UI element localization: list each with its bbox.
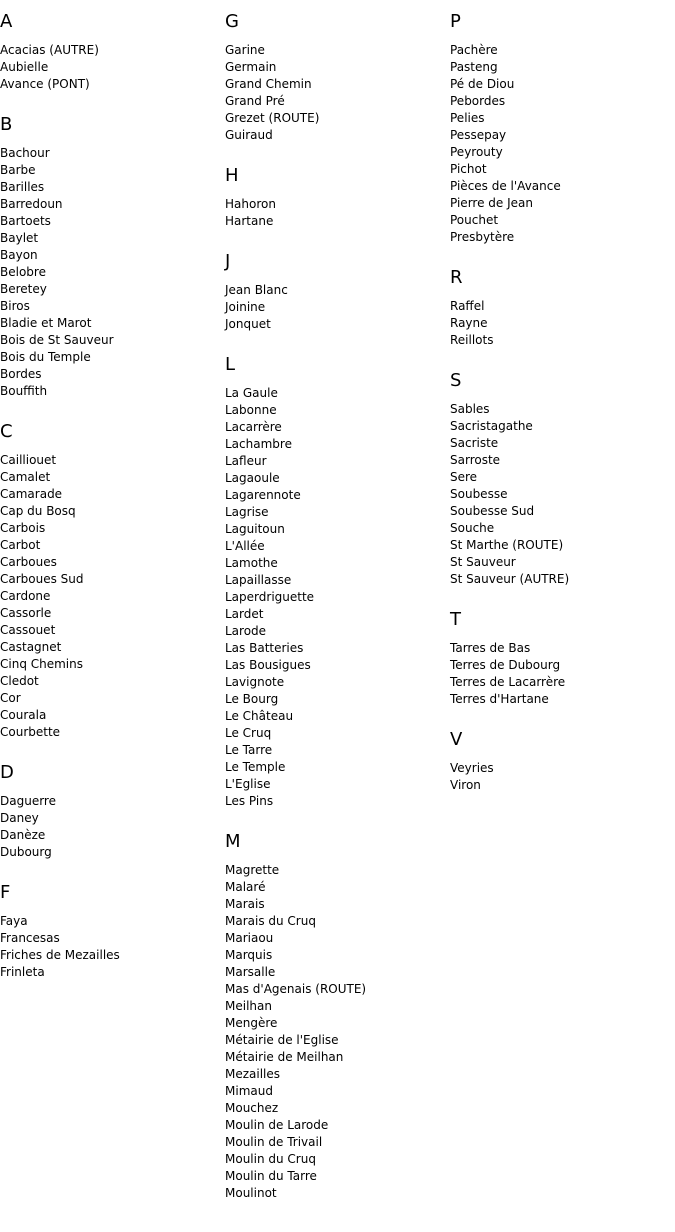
index-column-3: [450, 10, 670, 794]
letter-heading: B: [0, 114, 13, 135]
place-name-list: [450, 760, 670, 794]
place-name: Sere: [450, 470, 478, 484]
place-name: Lachambre: [225, 437, 292, 451]
place-name: Mezailles: [225, 1067, 281, 1081]
place-name: Bordes: [0, 367, 42, 381]
place-name: Cassouet: [0, 623, 56, 637]
section-spacer: [0, 861, 220, 881]
letter-section: [0, 113, 220, 400]
place-name: Meilhan: [225, 999, 272, 1013]
place-name: Courbette: [0, 725, 61, 739]
place-name: Mimaud: [225, 1084, 273, 1098]
place-name-list: [0, 452, 220, 741]
place-name: Grand Pré: [225, 94, 285, 108]
place-name: Barredoun: [0, 197, 63, 211]
place-name: Germain: [225, 60, 277, 74]
place-name: Reillots: [450, 333, 494, 347]
place-name: Acacias (AUTRE): [0, 43, 99, 57]
place-name: Francesas: [0, 931, 60, 945]
place-name: Labonne: [225, 403, 277, 417]
place-name: Pichot: [450, 162, 487, 176]
place-name: Faya: [0, 914, 28, 928]
place-name: Terres de Lacarrère: [450, 675, 566, 689]
place-name: Frinleta: [0, 965, 45, 979]
place-name: Veyries: [450, 761, 494, 775]
place-name: Grand Chemin: [225, 77, 312, 91]
place-name: Daguerre: [0, 794, 56, 808]
place-name: Lamothe: [225, 556, 278, 570]
place-name: Camalet: [0, 470, 51, 484]
place-name: Lagrise: [225, 505, 269, 519]
place-name-list: [0, 913, 220, 981]
place-name: St Sauveur: [450, 555, 516, 569]
place-name: Baylet: [0, 231, 39, 245]
place-name-list: [225, 282, 445, 333]
letter-section: [0, 761, 220, 861]
place-name: Le Tarre: [225, 743, 273, 757]
place-name: Bladie et Marot: [0, 316, 92, 330]
letter-heading: H: [225, 165, 239, 186]
letter-section: [0, 420, 220, 741]
place-name: Joinine: [225, 300, 266, 314]
letter-section: [225, 250, 445, 333]
section-spacer: [225, 230, 445, 250]
place-name-list: [450, 640, 670, 708]
place-name: Bachour: [0, 146, 50, 160]
section-spacer: [0, 400, 220, 420]
place-name: Mouchez: [225, 1101, 279, 1115]
place-name: Raffel: [450, 299, 485, 313]
letter-heading: P: [450, 11, 461, 32]
place-name: Marquis: [225, 948, 273, 962]
place-name: Pierre de Jean: [450, 196, 533, 210]
place-name: Bartoets: [0, 214, 51, 228]
place-name: Pessepay: [450, 128, 507, 142]
place-name: Castagnet: [0, 640, 62, 654]
place-name: Terres de Dubourg: [450, 658, 561, 672]
place-name: Moulin du Tarre: [225, 1169, 317, 1183]
place-name: Friches de Mezailles: [0, 948, 120, 962]
place-name: Malaré: [225, 880, 266, 894]
place-name: Grezet (ROUTE): [225, 111, 320, 125]
place-name: Lacarrère: [225, 420, 282, 434]
place-name: Lapaillasse: [225, 573, 292, 587]
place-name: Cor: [0, 691, 21, 705]
letter-heading: M: [225, 831, 241, 852]
place-name: Laperdriguette: [225, 590, 315, 604]
place-name: Pachère: [450, 43, 498, 57]
place-name: Larode: [225, 624, 267, 638]
place-name: Las Batteries: [225, 641, 304, 655]
letter-section: [450, 266, 670, 349]
place-name: Pelies: [450, 111, 485, 125]
place-name: Hahoron: [225, 197, 276, 211]
place-name: Guiraud: [225, 128, 273, 142]
section-spacer: [0, 93, 220, 113]
index-column-1: [0, 10, 220, 981]
place-name: Souche: [450, 521, 495, 535]
place-name: Les Pins: [225, 794, 274, 808]
place-name: St Sauveur (AUTRE): [450, 572, 570, 586]
place-name-list: [225, 862, 445, 1202]
place-name: Presbytère: [450, 230, 515, 244]
place-name: Lavignote: [225, 675, 285, 689]
place-name: Aubielle: [0, 60, 49, 74]
section-spacer: [450, 708, 670, 728]
letter-section: [0, 10, 220, 93]
letter-heading: T: [450, 609, 461, 630]
place-name: Moulin de Larode: [225, 1118, 329, 1132]
place-name: Mas d'Agenais (ROUTE): [225, 982, 367, 996]
letter-heading: A: [0, 11, 13, 32]
place-name: Moulinot: [225, 1186, 277, 1200]
letter-section: [450, 608, 670, 708]
place-name: Métairie de l'Eglise: [225, 1033, 339, 1047]
place-name: Métairie de Meilhan: [225, 1050, 344, 1064]
place-name: Jean Blanc: [225, 283, 288, 297]
section-spacer: [450, 349, 670, 369]
place-name: Peyrouty: [450, 145, 503, 159]
place-name: Moulin du Cruq: [225, 1152, 316, 1166]
place-name: Lagarennote: [225, 488, 301, 502]
place-name: Laguitoun: [225, 522, 285, 536]
place-name: Barbe: [0, 163, 36, 177]
place-name: Tarres de Bas: [450, 641, 531, 655]
place-name: Carbot: [0, 538, 41, 552]
place-name: Jonquet: [225, 317, 271, 331]
letter-heading: V: [450, 729, 463, 750]
section-spacer: [225, 333, 445, 353]
letter-heading: F: [0, 882, 11, 903]
place-name: Lafleur: [225, 454, 267, 468]
place-name: Lardet: [225, 607, 264, 621]
place-name: Pé de Diou: [450, 77, 515, 91]
place-name: Sacristagathe: [450, 419, 533, 433]
place-name: St Marthe (ROUTE): [450, 538, 564, 552]
letter-heading: R: [450, 267, 463, 288]
place-name: Cardone: [0, 589, 51, 603]
place-name: Soubesse: [450, 487, 508, 501]
letter-section: [225, 830, 445, 1202]
place-name: Le Cruq: [225, 726, 272, 740]
place-name: Cap du Bosq: [0, 504, 76, 518]
letter-heading: G: [225, 11, 239, 32]
section-spacer: [225, 810, 445, 830]
letter-section: [450, 728, 670, 794]
place-name-list: [225, 385, 445, 810]
place-name: L'Eglise: [225, 777, 271, 791]
place-name: Pebordes: [450, 94, 506, 108]
place-name-list: [450, 401, 670, 588]
place-name: Barilles: [0, 180, 45, 194]
place-name: Viron: [450, 778, 481, 792]
letter-heading: L: [225, 354, 236, 375]
place-name: Soubesse Sud: [450, 504, 535, 518]
place-name-list: [0, 145, 220, 400]
section-spacer: [450, 246, 670, 266]
place-name: Camarade: [0, 487, 63, 501]
section-spacer: [450, 588, 670, 608]
letter-heading: C: [0, 421, 13, 442]
place-name: Dubourg: [0, 845, 52, 859]
place-name: Avance (PONT): [0, 77, 90, 91]
letter-section: [0, 881, 220, 981]
place-name: Terres d'Hartane: [450, 692, 549, 706]
index-column-2: [225, 10, 445, 1202]
place-name: Biros: [0, 299, 30, 313]
place-name: Le Temple: [225, 760, 286, 774]
place-name: Lagaoule: [225, 471, 280, 485]
place-name: Las Bousigues: [225, 658, 311, 672]
place-name: Pouchet: [450, 213, 499, 227]
place-name: Marais: [225, 897, 265, 911]
place-name: L'Allée: [225, 539, 265, 553]
place-name: Cassorle: [0, 606, 52, 620]
section-spacer: [225, 144, 445, 164]
place-name: Mengère: [225, 1016, 278, 1030]
place-name: Garine: [225, 43, 265, 57]
place-name: Carboues Sud: [0, 572, 84, 586]
place-name: Magrette: [225, 863, 280, 877]
place-name: Sables: [450, 402, 490, 416]
place-name-list: [0, 42, 220, 93]
place-name: Danèze: [0, 828, 46, 842]
place-name: Cailliouet: [0, 453, 57, 467]
place-name-list: [225, 196, 445, 230]
place-name-list: [450, 42, 670, 246]
place-name: Courala: [0, 708, 47, 722]
letter-heading: S: [450, 370, 462, 391]
letter-section: [225, 353, 445, 810]
place-name: Le Château: [225, 709, 294, 723]
place-name: Pièces de l'Avance: [450, 179, 561, 193]
place-name: Bayon: [0, 248, 38, 262]
place-name: Bois du Temple: [0, 350, 91, 364]
place-name: Mariaou: [225, 931, 274, 945]
place-name: Pasteng: [450, 60, 498, 74]
place-name: Cledot: [0, 674, 39, 688]
place-name: Belobre: [0, 265, 46, 279]
letter-section: [225, 10, 445, 144]
place-name: Daney: [0, 811, 39, 825]
section-spacer: [0, 741, 220, 761]
place-name: Marsalle: [225, 965, 276, 979]
place-name: Carbois: [0, 521, 46, 535]
letter-section: [450, 369, 670, 588]
place-name: Bouffith: [0, 384, 48, 398]
place-name: Carboues: [0, 555, 57, 569]
letter-heading: J: [225, 251, 231, 272]
place-name: Cinq Chemins: [0, 657, 83, 671]
letter-section: [450, 10, 670, 246]
place-name: Bois de St Sauveur: [0, 333, 114, 347]
place-name: Sarroste: [450, 453, 501, 467]
letter-section: [225, 164, 445, 230]
place-name: Rayne: [450, 316, 488, 330]
place-name: Hartane: [225, 214, 274, 228]
place-name: Le Bourg: [225, 692, 279, 706]
place-name: La Gaule: [225, 386, 278, 400]
place-name: Sacriste: [450, 436, 499, 450]
place-name-list: [0, 793, 220, 861]
letter-heading: D: [0, 762, 14, 783]
place-name: Moulin de Trivail: [225, 1135, 323, 1149]
place-name-list: [450, 298, 670, 349]
place-name-list: [225, 42, 445, 144]
place-name: Marais du Cruq: [225, 914, 316, 928]
place-name: Beretey: [0, 282, 47, 296]
